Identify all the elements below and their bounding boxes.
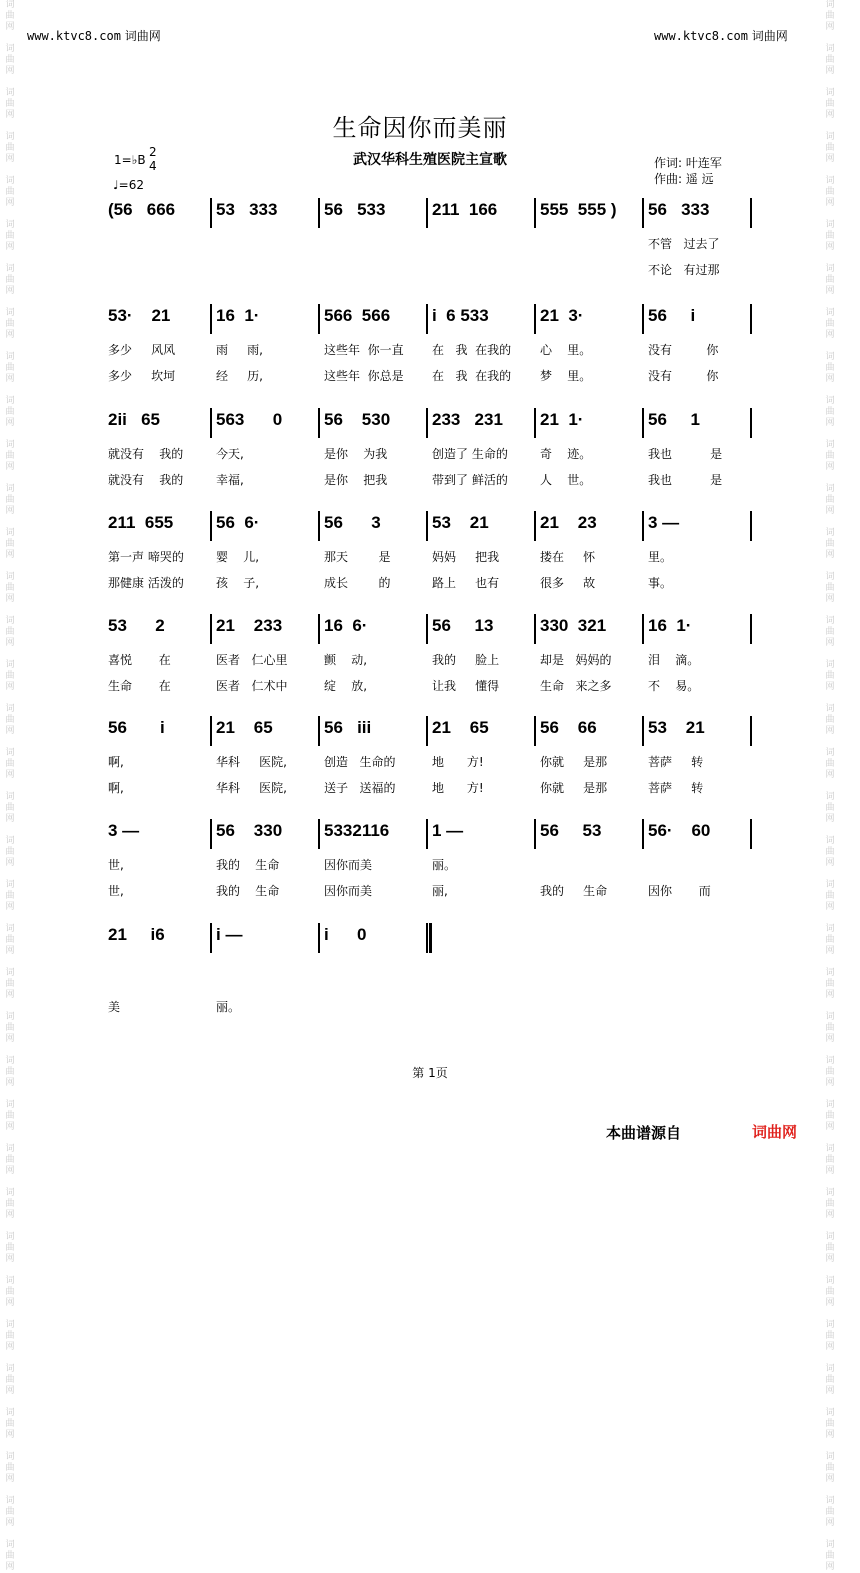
barline (642, 614, 644, 644)
barline (426, 614, 428, 644)
measure-notes: 211 655 (108, 513, 174, 532)
lyric-text: 人 世。 (540, 473, 592, 487)
lyric-text: 丽。 (432, 858, 457, 872)
barline (534, 511, 536, 541)
header-site-right: 词曲网 (751, 29, 788, 43)
lyric-text: 让我 懂得 (432, 679, 500, 693)
lyric-text: 你就 是那 (540, 781, 608, 795)
measure-notes: 563 0 (216, 410, 283, 429)
barline (318, 511, 320, 541)
lyric-text: 华科 医院, (216, 755, 287, 769)
measure-notes: 21 1· (540, 410, 584, 429)
lyric-text: 第一声 啼哭的 (108, 550, 184, 564)
lyric-text: 搂在 怀 (540, 550, 596, 564)
measure-notes: 56 530 (324, 410, 391, 429)
lyric-text: 世, (108, 884, 124, 898)
lyric-text: 却是 妈妈的 (540, 653, 612, 667)
barline (318, 198, 320, 228)
lyric-text: 我也 是 (648, 473, 723, 487)
barline (750, 716, 752, 746)
measure-notes: 16 1· (216, 306, 260, 325)
header-right (654, 27, 788, 44)
barline (210, 923, 212, 953)
barline (429, 923, 432, 953)
barline (426, 198, 428, 228)
lyric-text: 事。 (648, 576, 673, 590)
measure-notes: 330 321 (540, 616, 607, 635)
measure-notes: 53· 21 (108, 306, 171, 325)
measure-notes: 555 555 ) (540, 200, 617, 219)
lyric-text: 里。 (648, 550, 673, 564)
measure-notes: 21 i6 (108, 925, 165, 944)
measure-notes: 2ii 65 (108, 410, 160, 429)
left-watermark: 词曲网 词曲网 词曲网 词曲网 词曲网 词曲网 词曲网 词曲网 词曲网 词曲网 词曲网 词曲网 词曲网 词曲网 词曲网 词曲网 词曲网 词曲网 词曲网 词曲网 词曲网 词曲网 词曲网 词曲网 词曲网 词曲网 词曲网 词曲网 词曲网 词曲网 词曲网 词曲网 词曲网 词曲网 词曲网 词曲网 (5, 0, 15, 1572)
measure-notes: i 0 (324, 925, 367, 944)
lyric-text: 经 历, (216, 369, 263, 383)
measure-notes: 56 3 (324, 513, 381, 532)
lyric-text: 没有 你 (648, 343, 719, 357)
measure-notes: 21 65 (432, 718, 489, 737)
barline (534, 408, 536, 438)
lyric-text: 喜悦 在 (108, 653, 171, 667)
barline (750, 819, 752, 849)
source-site-logo[interactable]: 词曲网 (752, 1123, 798, 1141)
lyric-text: 创造了 生命的 (432, 447, 508, 461)
lyric-text: 我也 是 (648, 447, 723, 461)
lyric-text: 是你 把我 (324, 473, 388, 487)
measure-notes: 21 23 (540, 513, 597, 532)
barline (210, 304, 212, 334)
lyric-text: 丽, (432, 884, 448, 898)
lyric-text: 多少 风风 (108, 343, 176, 357)
barline (318, 923, 320, 953)
barline (534, 614, 536, 644)
lyric-text: 颤 动, (324, 653, 368, 667)
page-number: 第 1页 (412, 1066, 448, 1080)
lyric-text: 梦 里。 (540, 369, 592, 383)
lyric-text: 那健康 活泼的 (108, 576, 184, 590)
measure-notes: 53 21 (648, 718, 705, 737)
lyric-text: 世, (108, 858, 124, 872)
lyric-text: 这些年 你一直 (324, 343, 404, 357)
barline (426, 511, 428, 541)
lyric-text: 带到了 鲜活的 (432, 473, 508, 487)
barline (642, 408, 644, 438)
measure-notes: 16 1· (648, 616, 692, 635)
measure-notes: 16 6· (324, 616, 368, 635)
barline (534, 716, 536, 746)
barline (426, 819, 428, 849)
lyric-text: 因你 而 (648, 884, 711, 898)
lyric-text: 因你而美 (324, 884, 373, 898)
measure-notes: 56 53 (540, 821, 602, 840)
barline (750, 511, 752, 541)
lyric-text: 生命 在 (108, 679, 171, 693)
quarter-note-icon: ♩ (113, 178, 119, 192)
lyric-text: 医者 仁术中 (216, 679, 288, 693)
lyric-text: 路上 也有 (432, 576, 500, 590)
measure-notes: 56 i (108, 718, 165, 737)
barline (750, 304, 752, 334)
barline (642, 511, 644, 541)
lyric-text: 就没有 我的 (108, 473, 184, 487)
lyric-text: 没有 你 (648, 369, 719, 383)
lyric-text: 很多 故 (540, 576, 596, 590)
barline (318, 614, 320, 644)
lyric-text: 绽 放, (324, 679, 368, 693)
barline (642, 819, 644, 849)
lyric-text: 是你 为我 (324, 447, 388, 461)
lyric-text: 今天, (216, 447, 244, 461)
measure-notes: 56 330 (216, 821, 283, 840)
measure-notes: 56 333 (648, 200, 710, 219)
lyric-text: 幸福, (216, 473, 244, 487)
lyric-text: 创造 生命的 (324, 755, 396, 769)
lyric-text: 啊, (108, 781, 124, 795)
lyric-text: 这些年 你总是 (324, 369, 404, 383)
lyric-text: 不 易。 (648, 679, 700, 693)
header-url[interactable]: www.ktvc8.com (27, 29, 121, 43)
lyric-text: 我的 脸上 (432, 653, 500, 667)
measure-notes: 3 — (648, 513, 680, 532)
barline (210, 198, 212, 228)
tempo-value: =62 (118, 178, 144, 192)
measure-notes: i — (216, 925, 243, 944)
time-signature-bottom: 4 (149, 159, 157, 173)
measure-notes: 1 — (432, 821, 464, 840)
lyric-text: 在 我 在我的 (432, 369, 512, 383)
key-signature: 1=♭B (114, 153, 146, 167)
barline (318, 716, 320, 746)
measure-notes: 56 6· (216, 513, 260, 532)
lyric-text: 我的 生命 (540, 884, 608, 898)
measure-notes: 566 566 (324, 306, 391, 325)
lyric-text: 我的 生命 (216, 884, 280, 898)
lyric-text: 生命 来之多 (540, 679, 612, 693)
lyric-text: 就没有 我的 (108, 447, 184, 461)
barline (642, 198, 644, 228)
measure-notes: 5332116 (324, 821, 390, 840)
song-title: 生命因你而美丽 (332, 114, 508, 142)
barline (210, 819, 212, 849)
time-signature (149, 145, 157, 173)
measure-notes: 233 231 (432, 410, 503, 429)
barline (210, 716, 212, 746)
time-signature-top: 2 (149, 145, 157, 159)
measure-notes: 53 2 (108, 616, 165, 635)
barline (750, 198, 752, 228)
barline (642, 716, 644, 746)
measure-notes: 211 166 (432, 200, 498, 219)
lyricist-credit: 作词: 叶连军 (654, 156, 722, 170)
lyric-text: 那天 是 (324, 550, 391, 564)
lyric-text: 医者 仁心里 (216, 653, 288, 667)
lyric-text: 地 方! (432, 781, 484, 795)
barline (210, 408, 212, 438)
tempo-marking (113, 178, 144, 192)
barline (210, 511, 212, 541)
barline (642, 304, 644, 334)
lyric-text: 孩 子, (216, 576, 260, 590)
measure-notes: 53 333 (216, 200, 278, 219)
source-label: 本曲谱源自 (606, 1124, 682, 1142)
lyric-text: 成长 的 (324, 576, 391, 590)
measure-notes: 56· 60 (648, 821, 711, 840)
lyric-text: 不管 过去了 (648, 237, 720, 251)
lyric-text: 菩萨 转 (648, 755, 704, 769)
barline (750, 408, 752, 438)
lyric-text: 婴 儿, (216, 550, 260, 564)
right-watermark: 词曲网 词曲网 词曲网 词曲网 词曲网 词曲网 词曲网 词曲网 词曲网 词曲网 词曲网 词曲网 词曲网 词曲网 词曲网 词曲网 词曲网 词曲网 词曲网 词曲网 词曲网 词曲网 词曲网 词曲网 词曲网 词曲网 词曲网 词曲网 词曲网 词曲网 词曲网 词曲网 词曲网 词曲网 词曲网 词曲网 (825, 0, 835, 1572)
measure-notes: 56 iii (324, 718, 372, 737)
lyric-text: 菩萨 转 (648, 781, 704, 795)
barline (426, 408, 428, 438)
lyric-text: 我的 生命 (216, 858, 280, 872)
lyric-text: 妈妈 把我 (432, 550, 500, 564)
header-left (27, 27, 161, 44)
lyric-text: 华科 医院, (216, 781, 287, 795)
lyric-text: 心 里。 (540, 343, 592, 357)
barline (318, 408, 320, 438)
barline (426, 923, 428, 953)
lyric-text: 地 方! (432, 755, 484, 769)
measure-notes: 56 i (648, 306, 696, 325)
song-subtitle: 武汉华科生殖医院主宣歌 (353, 152, 507, 168)
lyric-text: 不论 有过那 (648, 263, 720, 277)
measure-notes: 3 — (108, 821, 140, 840)
header-site: 词曲网 (124, 29, 161, 43)
barline (426, 716, 428, 746)
lyric-text: 雨 雨, (216, 343, 263, 357)
barline (426, 304, 428, 334)
measure-notes: 21 65 (216, 718, 273, 737)
barline (318, 819, 320, 849)
barline (534, 198, 536, 228)
measure-notes: 56 533 (324, 200, 386, 219)
barline (210, 614, 212, 644)
lyric-text: 丽。 (216, 1000, 241, 1014)
lyric-text: 泪 滴。 (648, 653, 700, 667)
composer-credit: 作曲: 遥 远 (654, 172, 714, 186)
measure-notes: i 6 533 (432, 306, 489, 325)
barline (318, 304, 320, 334)
lyric-text: 你就 是那 (540, 755, 608, 769)
lyric-text: 多少 坎坷 (108, 369, 176, 383)
lyric-text: 因你而美 (324, 858, 373, 872)
barline (534, 304, 536, 334)
lyric-text: 啊, (108, 755, 124, 769)
barline (750, 614, 752, 644)
barline (534, 819, 536, 849)
measure-notes: 21 233 (216, 616, 283, 635)
lyric-text: 送子 送福的 (324, 781, 396, 795)
header-url-right[interactable]: www.ktvc8.com (654, 29, 748, 43)
measure-notes: 53 21 (432, 513, 489, 532)
lyric-text: 在 我 在我的 (432, 343, 512, 357)
lyric-text: 奇 迹。 (540, 447, 592, 461)
measure-notes: 56 13 (432, 616, 494, 635)
measure-notes: 56 1 (648, 410, 700, 429)
measure-notes: 21 3· (540, 306, 584, 325)
measure-notes: 56 66 (540, 718, 597, 737)
lyric-text: 美 (108, 1000, 121, 1014)
measure-notes: (56 666 (108, 200, 176, 219)
